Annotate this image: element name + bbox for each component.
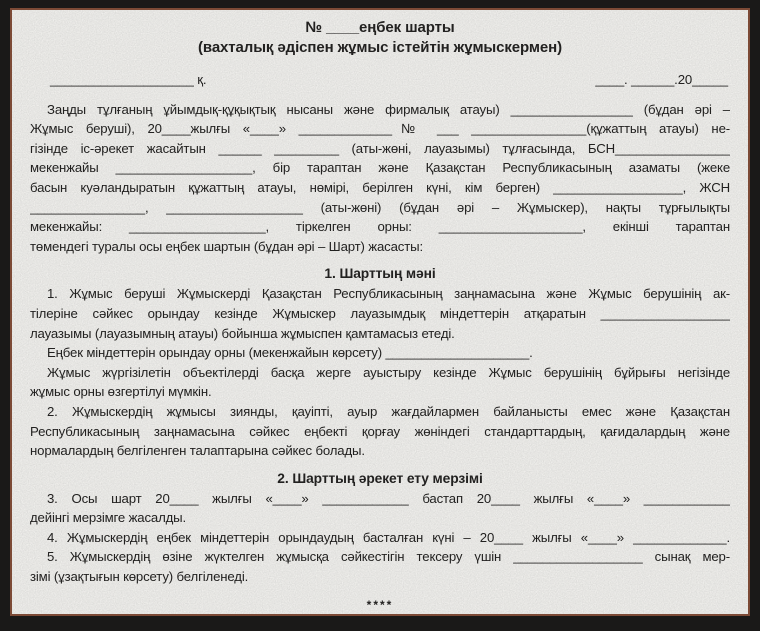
clause-5-paragraph bbox=[30, 547, 730, 586]
section-1-heading: 1. Шарттың мәні bbox=[324, 266, 436, 282]
preamble-line: Заңды тұлғаның ұйымдық-құқықтық нысаны және фирмалық атауы) _________________ (бұдан әрі – bbox=[47, 101, 730, 117]
preamble-line: мекенжайы ___________________, бір тараптан және Қазақстан Республикасының азаматы (жеке bbox=[30, 160, 730, 176]
work-place-line: Еңбек міндеттерін орындау орны (мекенжайын көрсету) ____________________. bbox=[47, 345, 533, 361]
clause-1-paragraph bbox=[30, 284, 730, 343]
clause-1-line: тілеріне сәйкес орындау кезінде Жұмыскер лауазымдық міндеттерін атқаратын __________________ bbox=[30, 305, 730, 321]
preamble-line: басын куәландыратын құжаттың атауы, нөмірі, берілген күні, кім берген) __________________, ЖСН bbox=[30, 179, 730, 195]
preamble-line: мекенжайы: ___________________, тіркелген орны: ____________________, екінші тараптан bbox=[30, 219, 730, 235]
clause-1-line: лауазымы (лауазымның атауы) бойынша жұмыспен қамтамасыз етеді. bbox=[30, 325, 455, 341]
clause-5-line: 5. Жұмыскердің өзіне жүктелген жұмысқа сәйкестігін тексеру үшін __________________ сынақ мер- bbox=[47, 549, 730, 565]
clause-2-line: Республикасының заңнамасына сәйкес еңбекті қорғау жөніндегі стандарттардың, қағидалардың және bbox=[30, 423, 730, 439]
clause-5-line: зімі (ұзақтығын көрсету) белгіленеді. bbox=[30, 569, 249, 585]
preamble-line: төмендегі туралы осы еңбек шартын (бұдан әрі – Шарт) жасасты: bbox=[30, 238, 423, 254]
contract-content bbox=[12, 10, 748, 614]
relocation-line: Жұмыс жүргізілетін объектілерді басқа жерге ауыстыру кезінде Жұмыс берушінің бұйрығы негізінде bbox=[47, 364, 730, 380]
clause-2-line: нормалардың белгіленген талаптарына сәйкес болады. bbox=[30, 443, 365, 459]
clause-3-line: дейінгі мерзімге жасалды. bbox=[30, 510, 187, 526]
clause-4-paragraph bbox=[30, 528, 730, 548]
work-place-paragraph bbox=[30, 343, 730, 363]
clause-3-line: 3. Осы шарт 20____ жылғы «____» ____________ бастап 20____ жылғы «____» ____________ bbox=[47, 490, 730, 506]
clause-2-paragraph bbox=[30, 402, 730, 461]
work-relocation-paragraph bbox=[30, 363, 730, 402]
place-date-row bbox=[30, 70, 730, 90]
clause-3-paragraph bbox=[30, 489, 730, 528]
preamble-line: ________________, ___________________ (аты-жөні) (бұдан әрі – Жұмыскер), нақты тұрғылықты bbox=[30, 199, 730, 215]
clause-2-line: 2. Жұмыскердің жұмысы зиянды, қауіпті, ауыр жағдайлармен байланысты емес және Қазақстан bbox=[47, 403, 730, 419]
preamble-paragraph bbox=[30, 100, 730, 257]
preamble-line: Жұмыс беруші), 20____жылғы «____» _____________№ ___ ________________(құжаттың атауы) не- bbox=[30, 121, 730, 137]
relocation-line: жұмыс орны өзгертілуі мүмкін. bbox=[30, 384, 212, 400]
city-blank: ____________________ қ. bbox=[50, 72, 207, 87]
contract-subtitle: (вахталық әдіспен жұмыс істейтін жұмыскермен) bbox=[198, 39, 562, 56]
preamble-line: гізінде іс-әрекет жасайтын ______ _________ (аты-жөні, лауазымы) тұлғасында, БСН________________ bbox=[30, 140, 730, 156]
clause-4-line: 4. Жұмыскердің еңбек міндеттерін орындаудың басталған күні – 20____ жылғы «____» _____________. bbox=[47, 529, 730, 545]
clause-1-line: 1. Жұмыс беруші Жұмыскерді Қазақстан Республикасының заңнамасына және Жұмыс берушінің ак- bbox=[47, 286, 730, 302]
contract-title: № ____еңбек шарты bbox=[305, 19, 455, 36]
date-blank: ____. ______.20_____ bbox=[595, 72, 728, 87]
section-2-heading: 2. Шарттың әрекет ету мерзімі bbox=[277, 470, 483, 486]
separator-stars: **** bbox=[366, 597, 394, 612]
contract-document bbox=[10, 8, 750, 616]
